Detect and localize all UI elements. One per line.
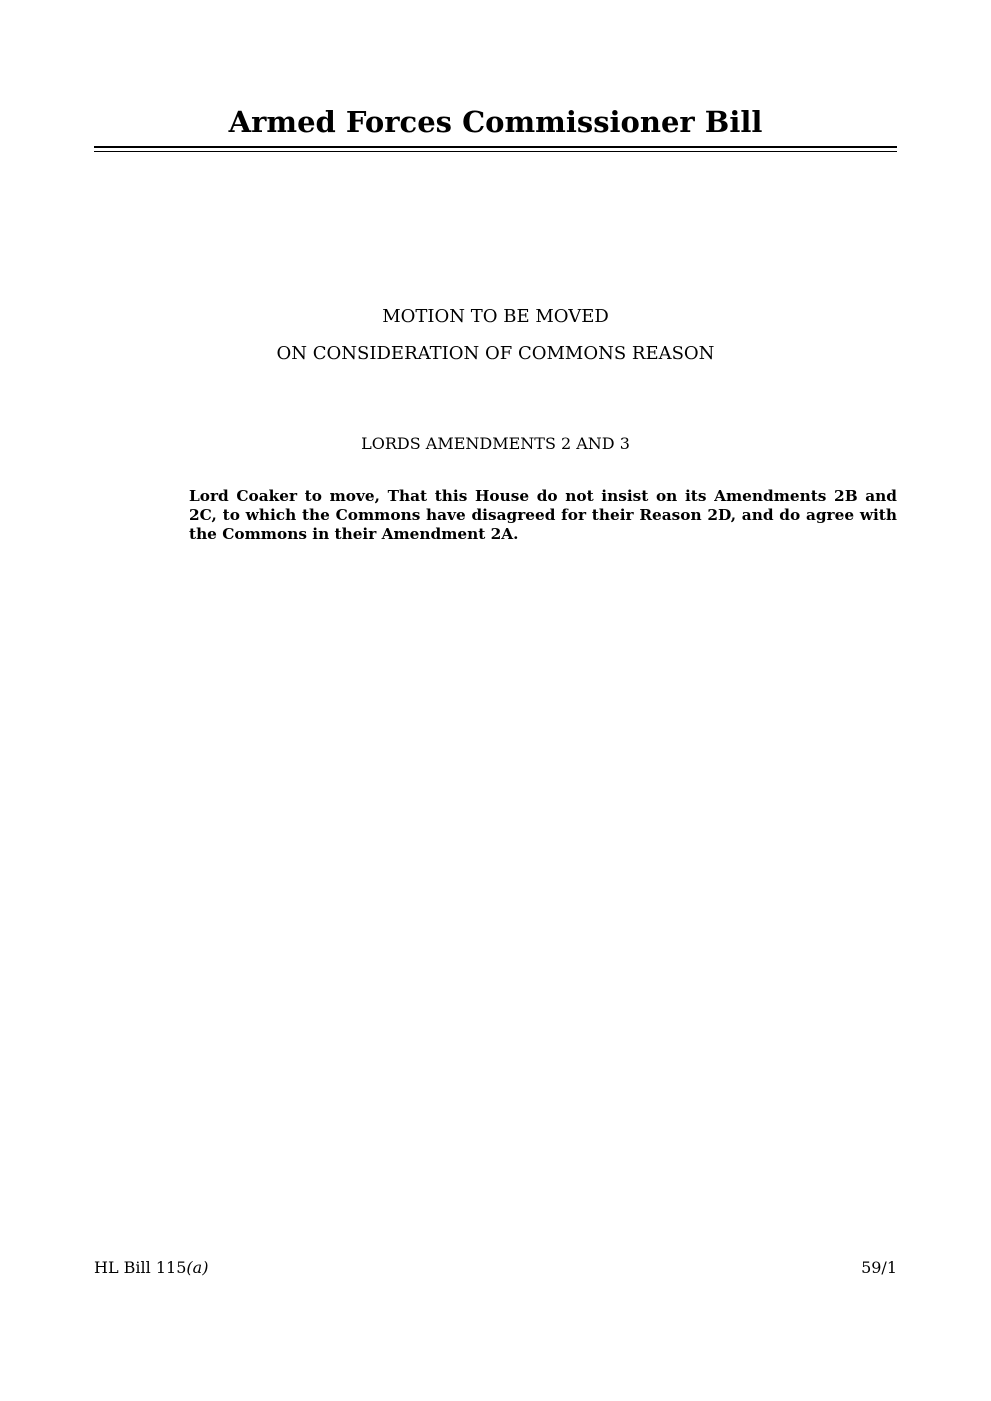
bill-title: Armed Forces Commissioner Bill bbox=[228, 105, 763, 139]
motion-heading-line1: MOTION TO BE MOVED bbox=[382, 306, 609, 327]
motion-heading-line2: ON CONSIDERATION OF COMMONS REASON bbox=[276, 343, 715, 364]
bill-suffix: (a) bbox=[186, 1258, 209, 1277]
bill-number: HL Bill 115 bbox=[94, 1258, 187, 1277]
title-rule-thick bbox=[94, 146, 897, 148]
amendments-heading: LORDS AMENDMENTS 2 AND 3 bbox=[361, 434, 630, 453]
motion-text: Lord Coaker to move, That this House do not insist on its Amendments 2B and 2C, to which the Commons have disagreed for their Reason 2D, and do agree with the Commons in their Amendment 2A. bbox=[189, 487, 897, 543]
title-rule-thin bbox=[94, 151, 897, 152]
footer-bill-number bbox=[94, 1258, 208, 1278]
footer-page-ref: 59/1 bbox=[861, 1258, 897, 1277]
